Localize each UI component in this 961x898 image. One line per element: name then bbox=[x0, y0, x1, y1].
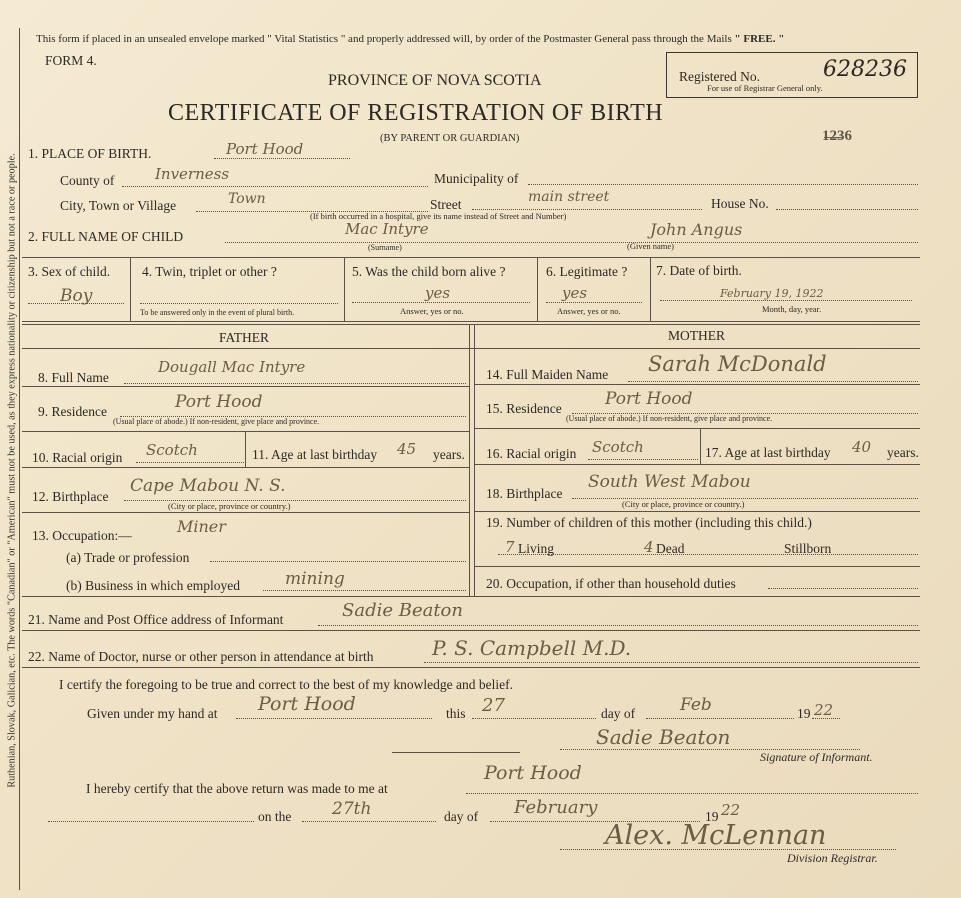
mother-age-value: 40 bbox=[852, 438, 872, 456]
mother-name-value: Sarah McDonald bbox=[648, 352, 827, 376]
mother-age-label: 17. Age at last birthday bbox=[705, 445, 831, 460]
city-value: Town bbox=[228, 191, 266, 207]
registrar-signature-label: Division Registrar. bbox=[787, 851, 878, 865]
municipality-label: Municipality of bbox=[434, 171, 519, 186]
father-occupation-label: 13. Occupation:— bbox=[32, 528, 132, 543]
stamp-strike bbox=[824, 137, 844, 138]
mother-birthplace-label: 18. Birthplace bbox=[486, 486, 563, 501]
city-label: City, Town or Village bbox=[60, 198, 177, 213]
living-count-value: 7 bbox=[505, 538, 515, 556]
alive-note: Answer, yes or no. bbox=[400, 306, 464, 316]
street-value: main street bbox=[528, 189, 610, 205]
dead-label: Dead bbox=[656, 541, 685, 556]
mother-residence-label: 15. Residence bbox=[486, 401, 562, 416]
mother-years-label: years. bbox=[887, 445, 919, 460]
father-age-value: 45 bbox=[397, 440, 417, 458]
certify-day-value: 27 bbox=[482, 695, 505, 716]
form-number: FORM 4. bbox=[45, 53, 97, 68]
father-racial-value: Scotch bbox=[146, 441, 198, 459]
informant-label: 21. Name and Post Office address of Informant bbox=[28, 612, 284, 627]
trade-label: (a) Trade or profession bbox=[66, 550, 190, 565]
child-name-label: 2. FULL NAME OF CHILD bbox=[28, 229, 184, 244]
father-birthplace-label: 12. Birthplace bbox=[32, 489, 109, 504]
county-value: Inverness bbox=[155, 165, 230, 183]
registration-box bbox=[666, 52, 918, 98]
this-label: this bbox=[446, 706, 466, 721]
father-residence-value: Port Hood bbox=[175, 392, 263, 412]
registrar-signature: Alex. McLennan bbox=[605, 820, 827, 851]
registrar-certify-text: I hereby certify that the above return was made to me at bbox=[86, 781, 388, 796]
house-no-label: House No. bbox=[711, 196, 769, 211]
certificate-title: CERTIFICATE OF REGISTRATION OF BIRTH bbox=[168, 100, 664, 126]
free-mark: " FREE. " bbox=[734, 33, 785, 45]
registrar-use-note: For use of Registrar General only. bbox=[707, 83, 823, 93]
alive-label: 5. Was the child born alive ? bbox=[352, 264, 506, 279]
certify-month-value: Feb bbox=[680, 695, 712, 715]
father-name-label: 8. Full Name bbox=[38, 370, 109, 385]
informant-signature-label: Signature of Informant. bbox=[760, 750, 873, 764]
mother-heading: MOTHER bbox=[668, 328, 725, 343]
dob-note: Month, day, year. bbox=[762, 304, 822, 314]
children-count-label: 19. Number of children of this mother (including this child.) bbox=[486, 515, 812, 530]
mother-name-label: 14. Full Maiden Name bbox=[486, 367, 609, 382]
child-given-value: John Angus bbox=[650, 220, 743, 239]
twin-note: To be answered only in the event of plural birth. bbox=[140, 308, 295, 317]
surname-note: (Surname) bbox=[368, 243, 402, 252]
sex-label: 3. Sex of child. bbox=[28, 264, 111, 279]
informant-value: Sadie Beaton bbox=[342, 600, 463, 621]
mother-racial-value: Scotch bbox=[592, 438, 644, 456]
street-label: Street bbox=[430, 197, 462, 212]
given-place-value: Port Hood bbox=[258, 693, 356, 715]
father-name-value: Dougall Mac Intyre bbox=[158, 358, 306, 376]
mother-racial-label: 16. Racial origin bbox=[486, 446, 577, 461]
legitimate-note: Answer, yes or no. bbox=[557, 306, 621, 316]
child-surname-value: Mac Intyre bbox=[345, 220, 429, 238]
father-years-label: years. bbox=[433, 447, 465, 462]
twin-label: 4. Twin, triplet or other ? bbox=[142, 264, 277, 279]
father-residence-label: 9. Residence bbox=[38, 404, 107, 419]
business-value: mining bbox=[285, 569, 345, 589]
province-heading: PROVINCE OF NOVA SCOTIA bbox=[328, 72, 542, 89]
left-border bbox=[19, 28, 20, 890]
certify-year-prefix: 19 bbox=[797, 706, 811, 721]
father-occupation-value: Miner bbox=[177, 517, 226, 536]
legitimate-label: 6. Legitimate ? bbox=[546, 264, 628, 279]
sex-value: Boy bbox=[60, 286, 93, 306]
registrar-day-value: 27th bbox=[332, 799, 372, 819]
stamp-number: 1236 bbox=[822, 128, 852, 144]
registrar-place-value: Port Hood bbox=[484, 762, 582, 784]
stillborn-label: Stillborn bbox=[784, 541, 832, 556]
father-racial-label: 10. Racial origin bbox=[32, 450, 123, 465]
doctor-label: 22. Name of Doctor, nurse or other person in attendance at birth bbox=[28, 649, 374, 664]
father-birthplace-value: Cape Mabou N. S. bbox=[130, 476, 286, 496]
mother-residence-note: (Usual place of abode.) If non-resident, give place and province. bbox=[566, 414, 773, 423]
side-notice: Ruthenian, Slovak, Galician, etc. The words "Canadian" or "American" must not be used, as they express nationality or citizenship but not a race or people. bbox=[6, 153, 18, 788]
certify-year-value: 22 bbox=[814, 701, 834, 719]
place-of-birth-value: Port Hood bbox=[226, 140, 304, 158]
registered-label: Registered No. bbox=[679, 69, 760, 84]
registered-number: 628236 bbox=[823, 57, 907, 82]
certificate-subtitle: (BY PARENT OR GUARDIAN) bbox=[380, 133, 520, 144]
given-name-note: (Given name) bbox=[627, 241, 674, 251]
certify-day-of-label: day of bbox=[601, 706, 636, 721]
legitimate-value: yes bbox=[562, 284, 588, 302]
mother-birthplace-note: (City or place, province or country.) bbox=[622, 499, 745, 509]
father-residence-note: (Usual place of abode.) If non-resident, give place and province. bbox=[113, 417, 320, 426]
hospital-note: (If birth occurred in a hospital, give its name instead of Street and Number) bbox=[310, 211, 567, 221]
living-label: Living bbox=[518, 541, 554, 556]
dob-label: 7. Date of birth. bbox=[656, 263, 742, 278]
county-label: County of bbox=[60, 173, 115, 188]
registrar-year-value: 22 bbox=[721, 801, 741, 819]
mother-residence-value: Port Hood bbox=[605, 389, 693, 409]
mother-occupation-label: 20. Occupation, if other than household duties bbox=[486, 576, 736, 591]
father-birthplace-note: (City or place, province or country.) bbox=[168, 501, 291, 511]
place-of-birth-label: 1. PLACE OF BIRTH. bbox=[28, 146, 152, 161]
registrar-on-the-label: on the bbox=[258, 809, 292, 824]
dead-count-value: 4 bbox=[644, 538, 654, 556]
dob-value: February 19, 1922 bbox=[720, 287, 824, 300]
registrar-year-prefix: 19 bbox=[705, 809, 719, 824]
business-label: (b) Business in which employed bbox=[66, 578, 240, 593]
mother-birthplace-value: South West Mabou bbox=[588, 472, 751, 492]
alive-value: yes bbox=[425, 284, 451, 302]
doctor-value: P. S. Campbell M.D. bbox=[432, 636, 632, 660]
informant-signature: Sadie Beaton bbox=[596, 725, 731, 749]
registrar-day-of-label: day of bbox=[444, 809, 479, 824]
given-under-label: Given under my hand at bbox=[87, 706, 218, 721]
registrar-month-value: February bbox=[514, 797, 598, 818]
father-heading: FATHER bbox=[219, 330, 270, 345]
certify-text: I certify the foregoing to be true and correct to the best of my knowledge and belief. bbox=[59, 677, 513, 692]
father-age-label: 11. Age at last birthday bbox=[252, 447, 378, 462]
mail-notice: This form if placed in an unsealed envelope marked " Vital Statistics " and properly addressed will, by order of the Postmaster General pass through the Mails " FREE. " bbox=[36, 33, 785, 45]
